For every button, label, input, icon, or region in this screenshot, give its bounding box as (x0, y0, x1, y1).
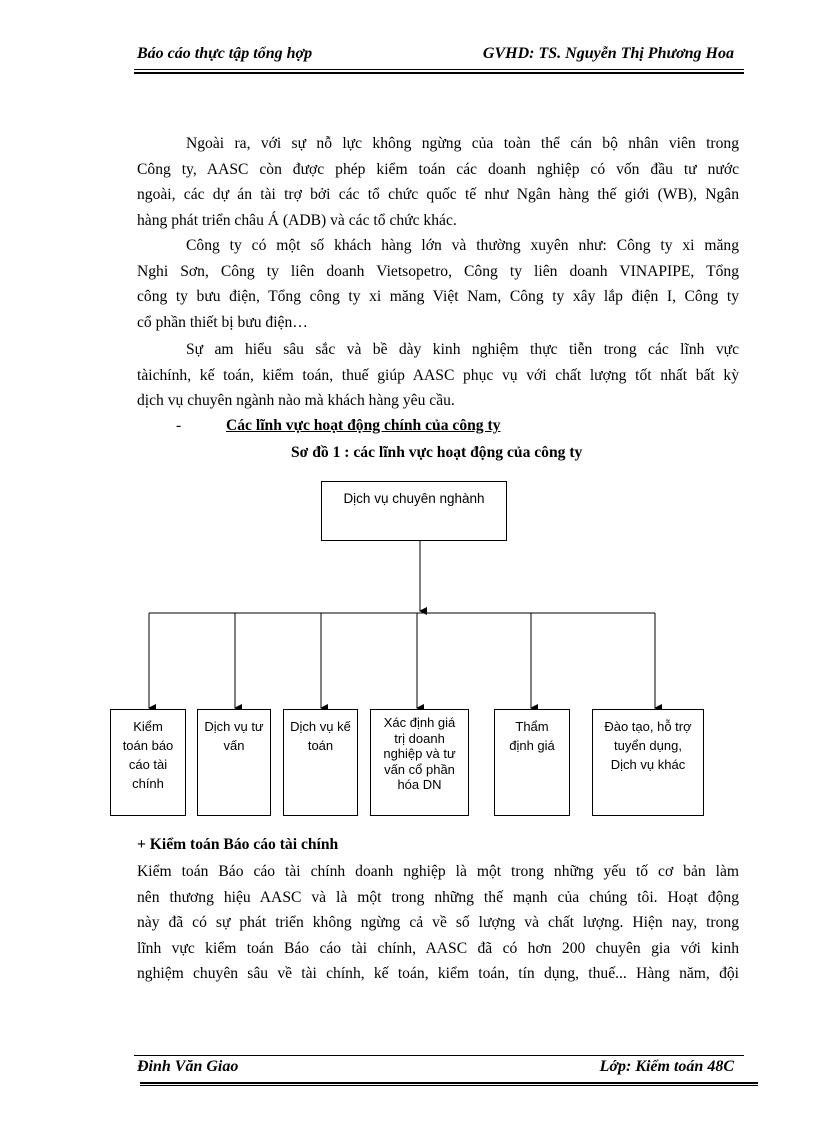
text-line: Sự am hiểu sâu sắc và bề dày kinh nghiệm thực tiễn trong các lĩnh vực (186, 341, 739, 358)
text-line: Ngoài ra, với sự nỗ lực không ngừng của toàn thể cán bộ nhân viên trong (186, 135, 739, 152)
footer-rule-thick (140, 1082, 758, 1084)
text-line: nghiệm chuyên sâu về tài chính, kế toán, kiểm toán, tín dụng, thuế... Hàng năm, đội (137, 965, 739, 983)
subheading: + Kiểm toán Báo cáo tài chính (137, 836, 339, 853)
text-line: này đã có sự phát triển không ngừng cả về số lượng và chất lượng. Hiện nay, trong (137, 914, 739, 932)
text-line: Công ty có một số khách hàng lớn và thường xuyên như: Công ty xi măng (186, 237, 739, 254)
text-line: tàichính, kế toán, kiểm toán, thuế giúp AASC phục vụ với chất lượng tốt nhất bất kỳ (137, 366, 739, 384)
text-line: lĩnh vực kiểm toán Báo cáo tài chính, AASC đã có hơn 200 chuyên gia với kinh (137, 939, 739, 957)
text-line: hàng phát triển châu Á (ADB) và các tổ chức khác. (137, 211, 457, 229)
diagram-box-consulting: Dịch vụ tư vấn (197, 709, 271, 816)
diagram-box-training: Đào tạo, hỗ trợ tuyển dụng, Dịch vụ khác (592, 709, 704, 816)
text-line: công ty bưu điện, Tổng công ty xi măng Việt Nam, Công ty xây lắp điện I, Công ty (137, 288, 739, 306)
diagram-box-appraisal: Thẩm định giá (494, 709, 570, 816)
diagram-box-audit: Kiểm toán báo cáo tài chính (110, 709, 186, 816)
text-line: nên thương hiệu AASC và là một trong những thế mạnh của chúng tôi. Hoạt động (137, 888, 739, 906)
text-line: cổ phần thiết bị bưu điện… (137, 313, 308, 331)
diagram-box-valuation: Xác định giá trị doanh nghiệp và tư vấn cổ phần hóa DN (370, 709, 469, 816)
text-line: ngoài, các dự án tài trợ bởi các tổ chức quốc tế như Ngân hàng thế giới (WB), Ngân (137, 186, 739, 204)
footer-author: Đinh Văn Giao (137, 1058, 239, 1075)
diagram-box-accounting: Dịch vụ kế toán (283, 709, 358, 816)
diagram-root-box: Dịch vụ chuyên nghành (321, 481, 507, 541)
text-line: dịch vụ chuyên ngành nào mà khách hàng yêu cầu. (137, 392, 455, 410)
paragraph-4 (137, 859, 739, 987)
text-line: Nghi Sơn, Công ty liên doanh Vietsopetro, Công ty liên doanh VINAPIPE, Tổng (137, 262, 739, 280)
text-line: Công ty, AASC còn được phép kiểm toán các doanh nghiệp có vốn đầu tư nước (137, 160, 739, 178)
header-supervisor: GVHD: TS. Nguyễn Thị Phương Hoa (482, 45, 734, 62)
text-line: Kiểm toán Báo cáo tài chính doanh nghiệp là một trong những yếu tố cơ bản làm (137, 863, 739, 880)
section-title: Các lĩnh vực hoạt động chính của công ty (226, 417, 501, 434)
footer-class: Lớp: Kiểm toán 48C (599, 1058, 734, 1075)
diagram-caption: Sơ đồ 1 : các lĩnh vực hoạt động của công ty (291, 444, 583, 461)
header-title: Báo cáo thực tập tổng hợp (137, 45, 313, 62)
section-bullet: - (176, 417, 182, 434)
footer-rule-thin (140, 1085, 758, 1086)
footer-rule (134, 1055, 744, 1056)
